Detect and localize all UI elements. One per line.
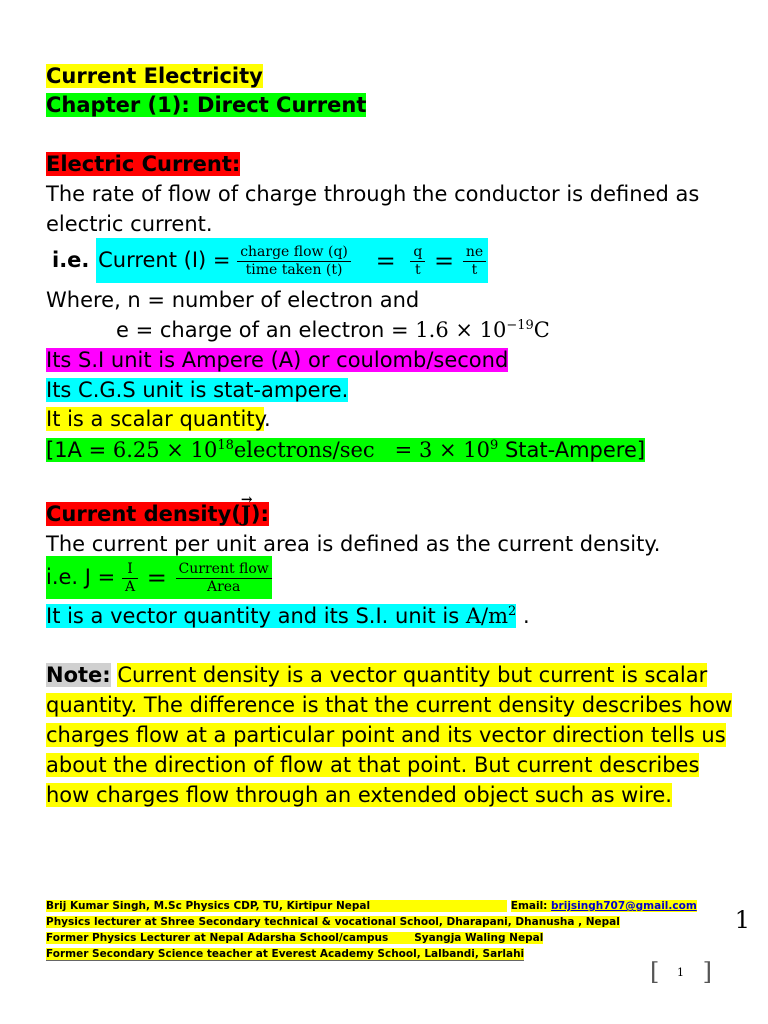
left-bracket-icon: [: [650, 958, 660, 986]
note-label: Note:: [46, 663, 111, 687]
where-line: Where, n = number of electron and: [46, 288, 420, 312]
current-formula: i.e. Current (I) = $\frac{\text{charge flow (q)}}{\text{time taken (t)}}$ = $\frac{q}{t}$ = $\frac{ne}{t}$: [46, 238, 488, 283]
density-formula: [46, 556, 272, 599]
doc-title: Current Electricity: [46, 64, 263, 88]
fraction-i-a: $\frac{I}{A}$: [122, 561, 138, 596]
footer-line-4: Former Secondary Science teacher at Everest Academy School, Lalbandi, Sarlahi: [46, 948, 525, 960]
conversion-line: [46, 436, 645, 464]
right-bracket-icon: ]: [702, 958, 712, 986]
fraction-ne-t: $\frac{ne}{t}$: [463, 244, 486, 279]
scalar-line: It is a scalar quantity.: [46, 407, 271, 431]
definition-line-2: electric current.: [46, 212, 213, 236]
vector-quantity-line: It is a vector quantity and its S.I. unit is $A/m^2$ .: [46, 604, 530, 628]
page-number: 1: [734, 906, 750, 934]
si-unit-line: Its S.I unit is Ampere (A) or coulomb/second: [46, 348, 509, 372]
fraction-current-area: $\frac{\text{Current flow}}{\text{Area}}$: [176, 561, 272, 596]
footer-line-2: Physics lecturer at Shree Secondary technical & vocational School, Dharapani, Dhanusha , Nepal: [46, 916, 620, 928]
email-link[interactable]: brijsingh707@gmail.com: [551, 900, 697, 912]
footer-line-3: Former Physics Lecturer at Nepal Adarsha School/campus Syangja Waling Nepal: [46, 932, 544, 944]
fraction-charge-time: $\frac{\text{charge flow (q)}}{\text{time taken (t)}}$: [237, 244, 351, 279]
cgs-unit-line: Its C.G.S unit is stat-ampere.: [46, 378, 349, 402]
page-number-box: [650, 960, 712, 986]
current-density-heading: Current density(→ J):: [46, 500, 269, 528]
vector-j-symbol: → J: [241, 500, 251, 528]
fraction-q-t: $\frac{q}{t}$: [410, 244, 425, 279]
page-number-small: 1: [677, 966, 684, 979]
conversion-highlight: [$1A = 6.25 \times 10^{18}electrons/\sec = 3 \times 10^9$ Stat-Ampere]: [46, 438, 646, 462]
electric-current-heading: Electric Current:: [46, 152, 241, 176]
footer-line-1: Brij Kumar Singh, M.Sc Physics CDP, TU, Kirtipur Nepal Email: brijsingh707@gmail.com: [46, 900, 697, 912]
electron-charge-line: e = charge of an electron = $1.6 \times 10^{-19}C$: [116, 318, 550, 342]
density-formula-highlight: i.e. J = $\frac{I}{A}$ = $\frac{\text{Current flow}}{\text{Area}}$: [46, 556, 272, 599]
density-definition: The current per unit area is defined as the current density.: [46, 532, 661, 556]
note-text: Current density is a vector quantity but current is scalar quantity. The difference is that the current density describes how charges flow at a particular point and its vector direction tells us about the direction of flow at that point. But current describes how charges flow through an extended object such as wire.: [46, 663, 733, 807]
current-formula-highlight: Current (I) = $\frac{\text{charge flow (q)}}{\text{time taken (t)}}$ = $\frac{q}{t}$ = $\frac{ne}{t}$: [96, 238, 488, 283]
chapter-title: Chapter (1): Direct Current: [46, 93, 367, 117]
definition-line-1: The rate of flow of charge through the conductor is defined as: [46, 182, 700, 206]
note-paragraph: [46, 660, 736, 810]
